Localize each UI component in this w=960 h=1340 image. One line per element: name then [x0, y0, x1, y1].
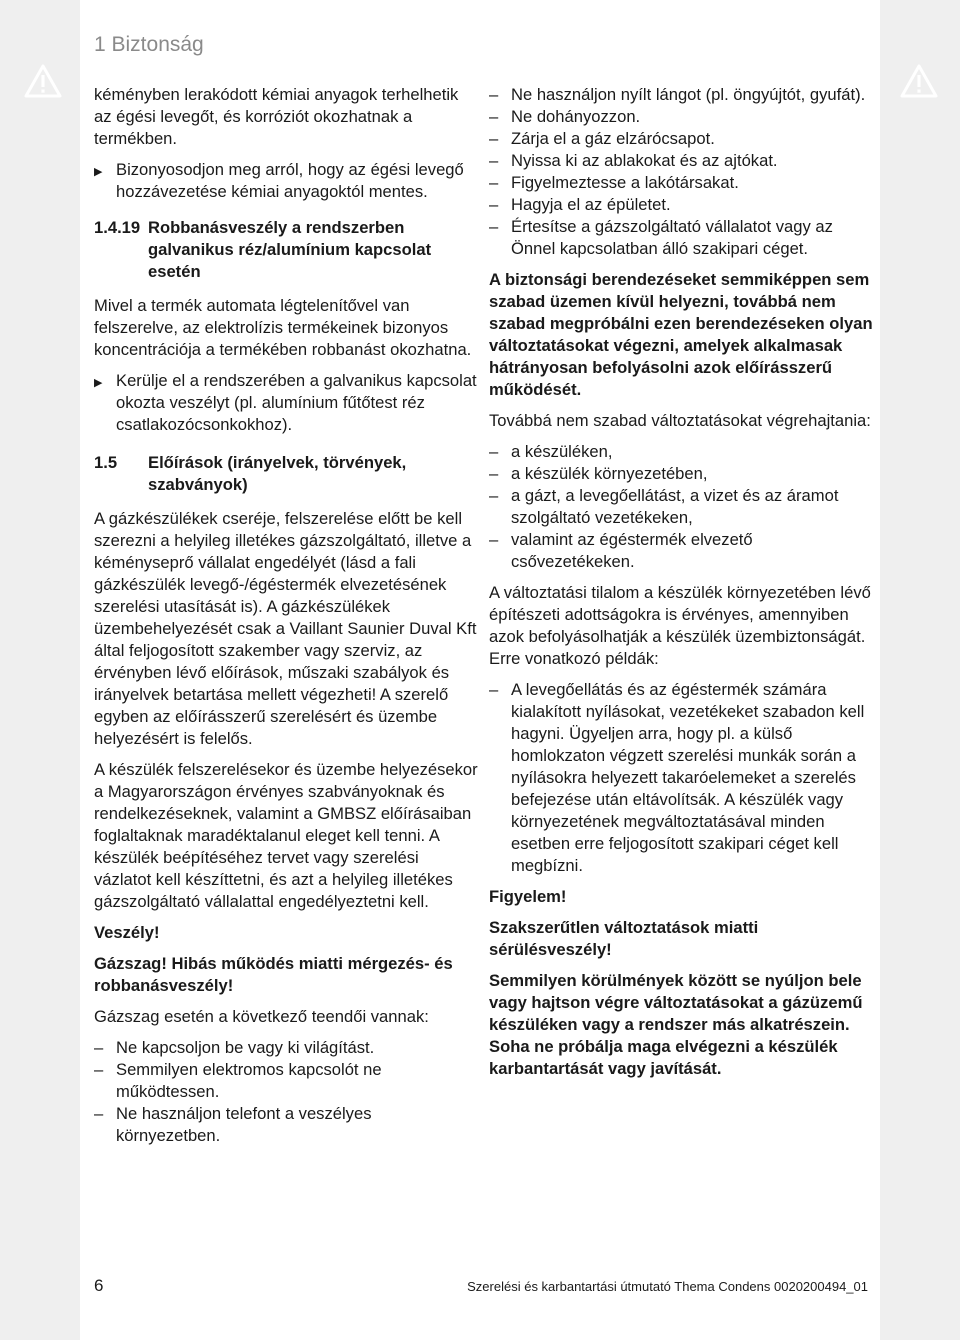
left-column	[94, 84, 480, 1156]
list-item: – a készüléken,	[489, 442, 613, 461]
prohibition-applies: A változtatási tilalom a készülék környezetében lévő építészeti adottságokra is érvényes, amennyiben azok befolyásolhatják a készülék üzembiztonságát. Erre vonatkozó példák:	[489, 583, 871, 668]
list-item: – A levegőellátás és az égéstermék számára kialakított nyílásokat, vezetékeket szabadon kell hagyni. Ügyeljen arra, hogy pl. a külső homlokzaton végzett szerelési munkák során a nyílásokra helyezett takaróelemeket a szerelés befejezése után eltávolítsák. A készülék vagy környezetének megváltoztatásával minden esetben erre feljogosított szakipari céget kell megbízni.	[489, 680, 865, 875]
danger-heading: Gázszag! Hibás működés miatti mérgezés- és robbanásveszély!	[94, 954, 453, 995]
list-item: ▶ Bizonyosodjon meg arról, hogy az égési levegő hozzávezetése kémiai anyagoktól mentes.	[94, 160, 464, 201]
danger-label: Veszély!	[94, 923, 160, 942]
examples-list	[489, 679, 875, 877]
list-item: – Ne használjon nyílt lángot (pl. öngyújtót, gyufát).	[489, 85, 866, 104]
page-number: 6	[94, 1276, 104, 1295]
caution-heading: Szakszerűtlen változtatások miatti sérülésveszély!	[489, 918, 759, 959]
gas-smell-intro: Gázszag esetén a következő teendői vannak:	[94, 1007, 429, 1026]
list-item: – Hagyja el az épületet.	[489, 195, 671, 214]
section-heading-1-4-19: 1.4.19 Robbanásveszély a rendszerben galvanikus réz/alumínium kapcsolat esetén	[94, 218, 432, 281]
list-item: – Semmilyen elektromos kapcsolót ne működtessen.	[94, 1060, 382, 1101]
left-margin-band	[0, 0, 80, 1340]
safety-warning-bold: A biztonsági berendezéseket semmiképpen sem szabad üzemen kívül helyezni, továbbá nem szabad megpróbálni ezen berendezéseken olyan változtatásokat végezni, amelyek alkalmasak hátrányosan befolyásolni azok előírásszerű működését.	[489, 270, 873, 399]
page-header-title: 1 Biztonság	[94, 33, 204, 56]
triangle-right-icon: ▶	[94, 166, 103, 178]
list-item: – Ne dohányozzon.	[489, 107, 641, 126]
section-body: Mivel a termék automata légtelenítővel van felszerelve, az elektrolízis termékeinek bizonyos koncentrációja a termékében robbanást okozhatna.	[94, 296, 472, 359]
section-paragraph: A készülék felszerelésekor és üzembe helyezésekor a Magyarországon érvényes szabványoknak és rendelkezéseknek, valamint a GMBSZ előírásaiban foglaltaknak maradéktalanul eleget kell tenni. A készülék beépítéséhez tervet vagy szerelési vázlatot kell készíttetni, és azt a helyileg illetékes gázszolgáltató vállalattal engedélyeztetni kell.	[94, 760, 478, 911]
footer-doc-title: Szerelési és karbantartási útmutató Thema Condens 0020200494_01	[467, 1279, 868, 1294]
list-item: – a készülék környezetében,	[489, 464, 708, 483]
intro-text: kéményben lerakódott kémiai anyagok terhelhetik az égési levegőt, és korróziót okozhatnak a termékben.	[94, 85, 459, 148]
gas-smell-steps-continued	[489, 84, 875, 260]
warning-triangle-icon	[900, 64, 938, 98]
section-heading-1-5: 1.5 Előírások (irányelvek, törvények, szabványok)	[94, 453, 407, 494]
right-margin-band	[880, 0, 960, 1340]
section-paragraph: A gázkészülékek cseréje, felszerelése előtt be kell szerezni a helyileg illetékes gázszolgáltató, illetve a kéményseprő vállalat engedélyét (lásd a fali gázkészülék levegő-/égéstermék elvezetésének szerelési utasítását is). A gázkészülékek üzembehelyezését csak a Vaillant Saunier Duval Kft által feljogosított szakember vagy szerviz, az érvényben lévő előírások, műszaki szabályok és irányelvek betartása mellett végezheti! A szerelő egyben az előírásszerű szerelésért és üzembe helyezésért is felelős.	[94, 509, 477, 748]
list-item: – Nyissa ki az ablakokat és az ajtókat.	[489, 151, 778, 170]
prohibited-list	[489, 441, 875, 573]
list-item: – Értesítse a gázszolgáltató vállalatot vagy az Önnel kapcsolatban álló szakipari céget.	[489, 217, 833, 258]
list-item: – a gázt, a levegőellátást, a vizet és az áramot szolgáltató vezetékeken,	[489, 486, 839, 527]
caution-body: Semmilyen körülmények között se nyúljon bele vagy hajtson végre változtatásokat a gázüzemű készüléken vagy a rendszer más alkatrészein. Soha ne próbálja maga elvégezni a készülék karbantartását vagy javítását.	[489, 971, 863, 1078]
list-item: – Figyelmeztesse a lakótársakat.	[489, 173, 739, 192]
list-item: – Zárja el a gáz elzárócsapot.	[489, 129, 715, 148]
gas-smell-steps	[94, 1037, 480, 1147]
prohibited-intro: Továbbá nem szabad változtatásokat végrehajtania:	[489, 411, 871, 430]
section-bullet-list	[94, 370, 480, 436]
intro-bullet-list	[94, 159, 480, 203]
warning-triangle-icon	[24, 64, 62, 98]
list-item: – valamint az égéstermék elvezető csővezetékeken.	[489, 530, 753, 571]
list-item: – Ne használjon telefont a veszélyes környezetben.	[94, 1104, 372, 1145]
caution-label: Figyelem!	[489, 887, 567, 906]
list-item: – Ne kapcsoljon be vagy ki világítást.	[94, 1038, 375, 1057]
triangle-right-icon: ▶	[94, 377, 103, 389]
list-item: ▶ Kerülje el a rendszerében a galvanikus kapcsolat okozta veszélyt (pl. alumínium fűtőtest réz csatlakozócsonkokhoz).	[94, 371, 477, 434]
right-column	[489, 84, 875, 1089]
